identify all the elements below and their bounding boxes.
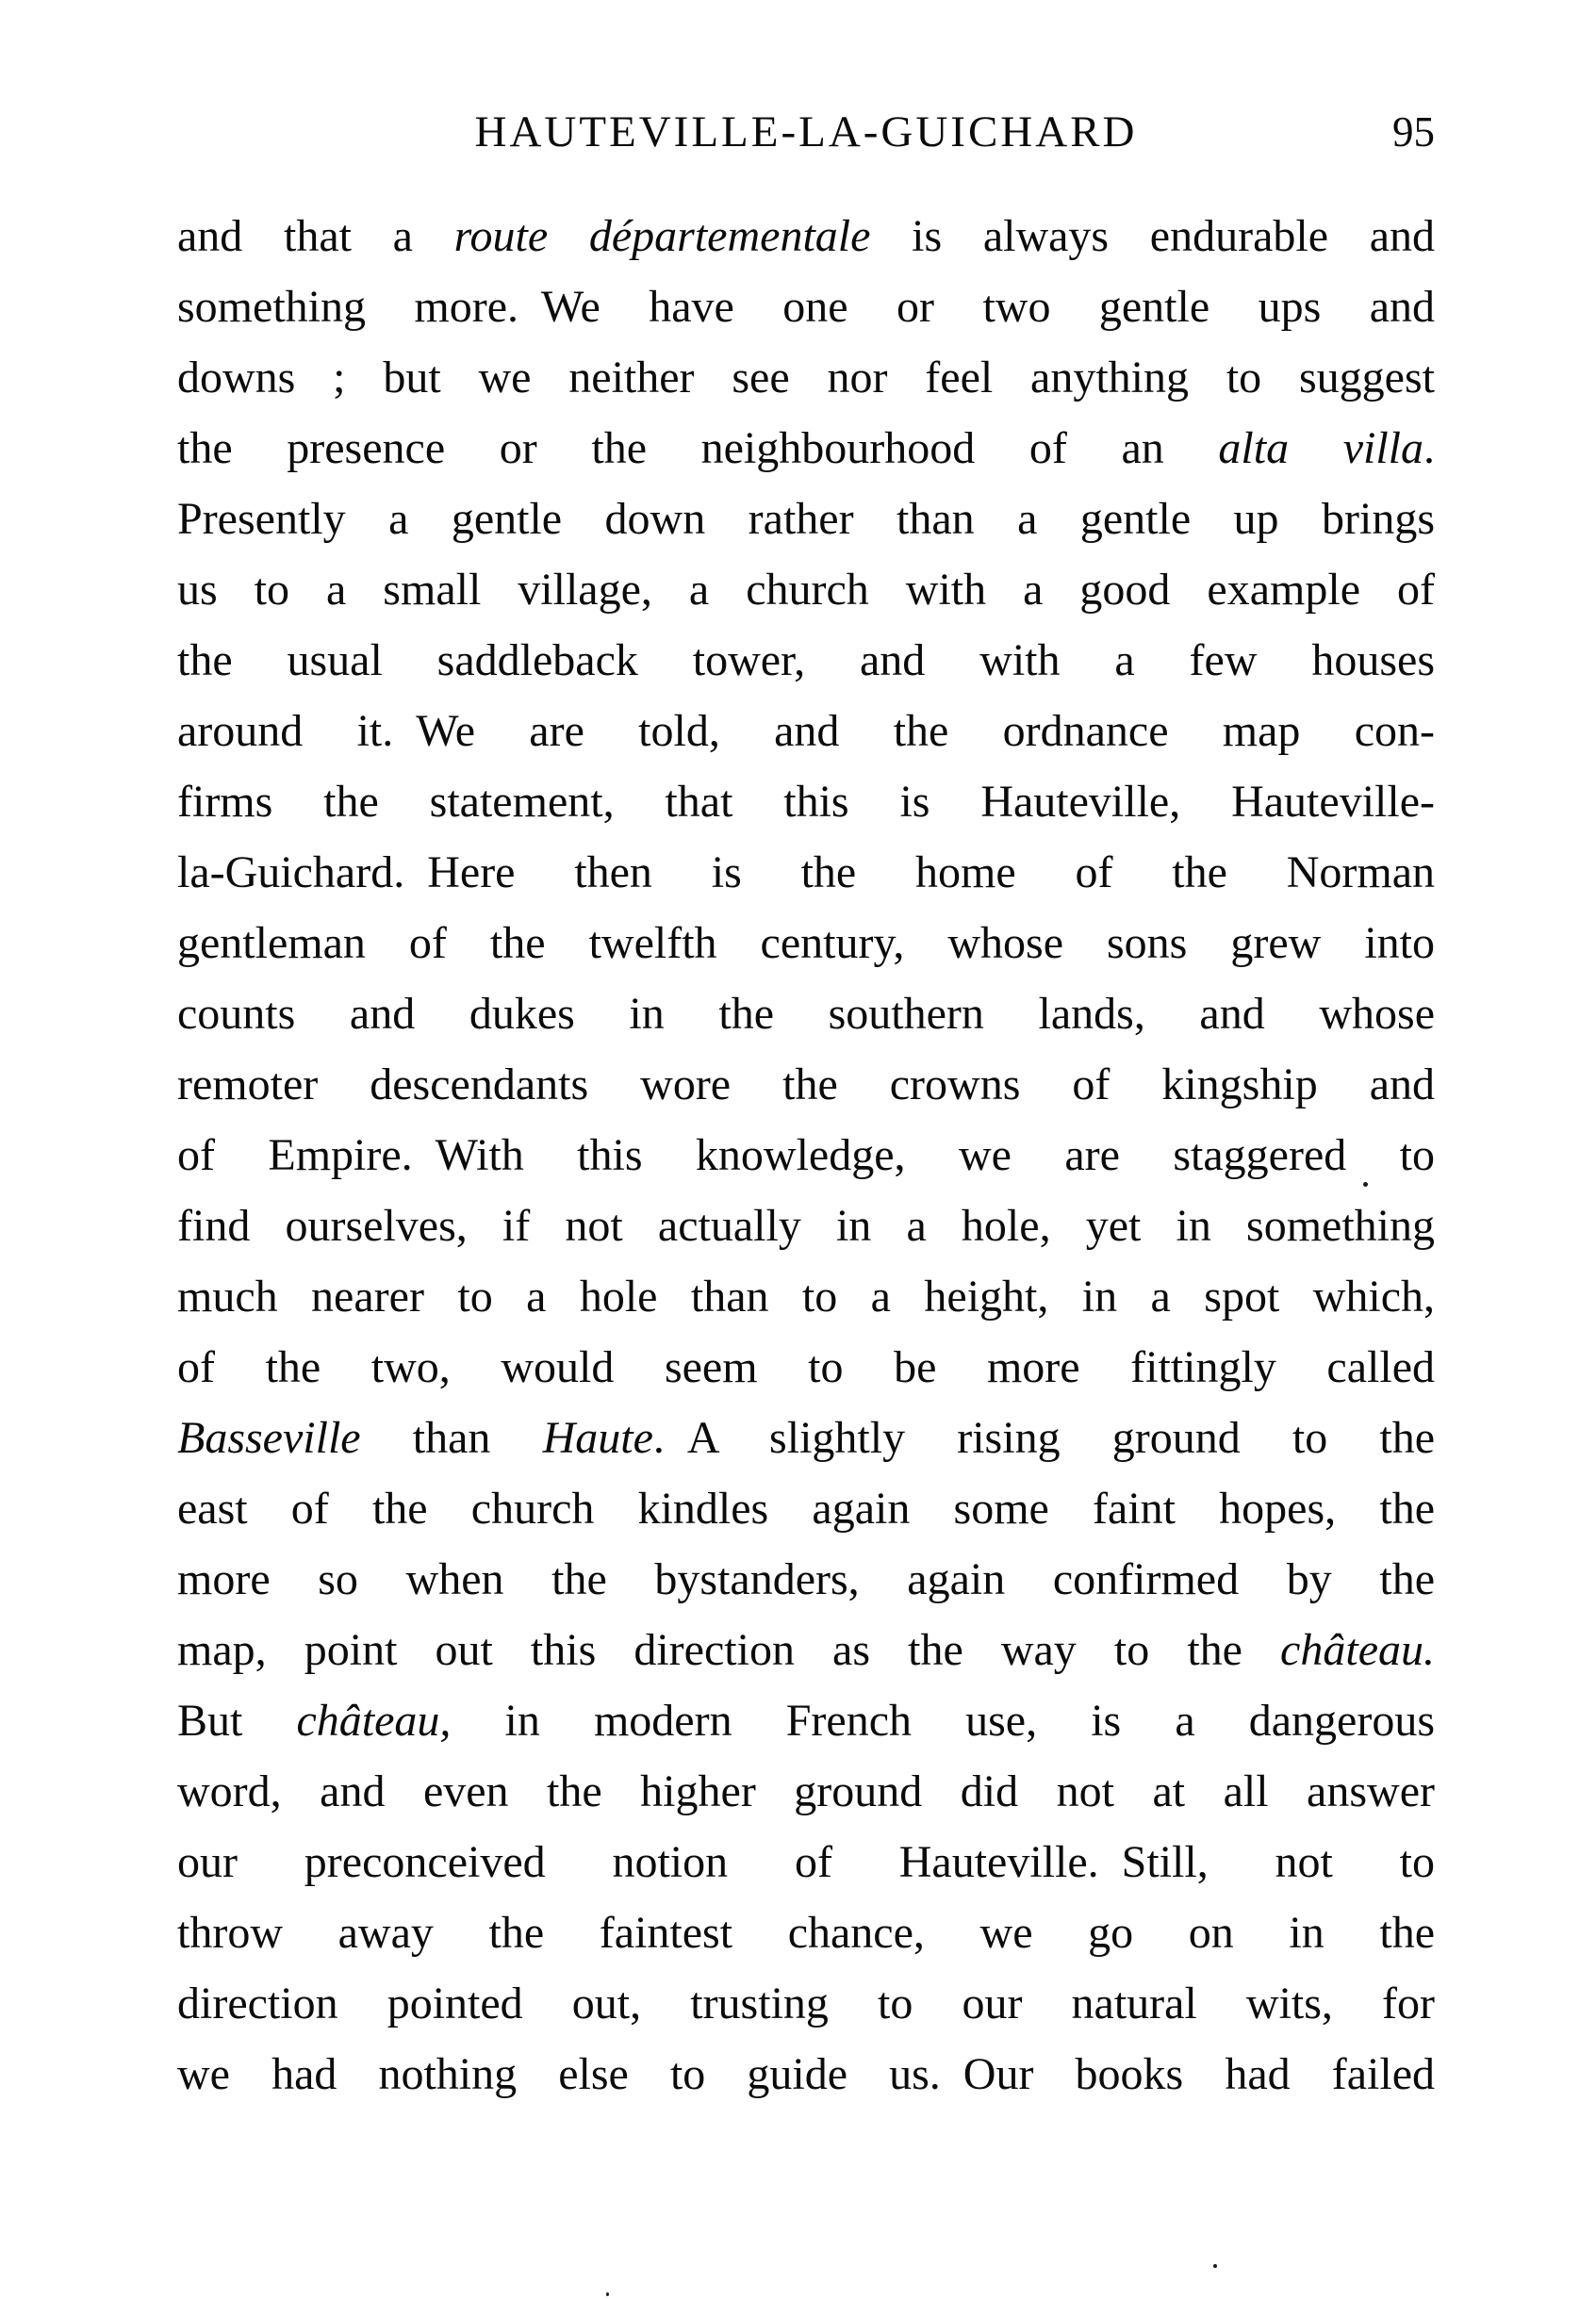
text-segment: map, point out this direction as the way to the [177, 1625, 1281, 1675]
text-line [177, 1897, 1435, 1968]
text-segment: direction pointed out, trusting to our natural wits, for [177, 1979, 1435, 2028]
text-line [177, 978, 1435, 1049]
text-segment: gentleman of the twelfth century, whose sons grew into [177, 918, 1435, 968]
text-line [177, 1756, 1435, 1827]
text-line [177, 1120, 1435, 1191]
text-line [177, 1261, 1435, 1332]
text-segment: is always endurable and [870, 211, 1436, 261]
text-line [177, 1049, 1435, 1120]
running-title: HAUTEVILLE-LA-GUICHARD [474, 107, 1138, 156]
text-segment: word, and even the higher ground did not at all answer [177, 1766, 1435, 1816]
text-segment: something more. We have one or two gentle ups and [177, 282, 1435, 332]
text-segment: and that a [177, 211, 454, 261]
page-number: 95 [1392, 108, 1435, 156]
text-segment: the usual saddleback tower, and with a few houses [177, 635, 1435, 685]
italic-text-segment: route départementale [453, 211, 871, 261]
text-segment: the presence or the neighbourhood of an [177, 423, 1219, 473]
text-line [177, 413, 1435, 484]
text-segment: la-Guichard. Here then is the home of the Norman [177, 847, 1435, 897]
scan-speck [1363, 1182, 1368, 1187]
text-segment: we had nothing else to guide us. Our books had failed [177, 2049, 1435, 2099]
text-line [177, 908, 1435, 978]
text-segment: our preconceived notion of Hauteville. Still, not to [177, 1837, 1435, 1887]
body-text [177, 201, 1435, 2110]
text-line [177, 766, 1435, 837]
text-segment: much nearer to a hole than to a height, in a spot which, [177, 1272, 1435, 1322]
italic-text-segment: Basseville [177, 1413, 361, 1463]
text-segment: than [360, 1413, 543, 1463]
scan-speck [606, 2292, 609, 2296]
italic-text-segment: château. [1280, 1625, 1435, 1675]
text-line [177, 201, 1435, 271]
text-segment: counts and dukes in the southern lands, and whose [177, 989, 1435, 1039]
text-line [177, 271, 1435, 342]
text-line [177, 484, 1435, 554]
text-segment: more so when the bystanders, again confirmed by the [177, 1554, 1435, 1604]
text-segment: around it. We are told, and the ordnance map con- [177, 706, 1435, 756]
text-segment: downs ; but we neither see nor feel anything to suggest [177, 353, 1435, 402]
text-segment: Presently a gentle down rather than a gentle up brings [177, 494, 1435, 544]
text-segment: . A slightly rising ground to the [652, 1413, 1435, 1463]
text-line [177, 625, 1435, 696]
text-segment: remoter descendants wore the crowns of kingship and [177, 1059, 1435, 1109]
text-segment: firms the statement, that this is Hauteville, Hauteville- [177, 777, 1435, 827]
text-line [177, 1827, 1435, 1897]
text-line [177, 1615, 1435, 1685]
text-line [177, 837, 1435, 908]
text-line [177, 1968, 1435, 2039]
scan-speck [1213, 2264, 1217, 2268]
text-segment: of the two, would seem to be more fittingly called [177, 1342, 1435, 1392]
italic-text-segment: château, [296, 1696, 452, 1746]
text-line [177, 696, 1435, 766]
text-segment: of Empire. With this knowledge, we are staggered to [177, 1130, 1435, 1180]
text-line [177, 1685, 1435, 1756]
text-line [177, 1473, 1435, 1544]
text-segment: find ourselves, if not actually in a hole, yet in something [177, 1201, 1435, 1251]
page-header [177, 106, 1435, 164]
text-line [177, 1332, 1435, 1403]
text-segment: . [1423, 423, 1436, 473]
italic-text-segment: alta villa [1218, 423, 1424, 473]
text-segment: east of the church kindles again some faint hopes, the [177, 1484, 1435, 1534]
text-line [177, 1403, 1435, 1473]
text-segment: in modern French use, is a dangerous [451, 1696, 1436, 1746]
italic-text-segment: Haute [542, 1413, 653, 1463]
text-segment: us to a small village, a church with a good example of [177, 565, 1435, 615]
text-line [177, 1544, 1435, 1615]
text-line [177, 2039, 1435, 2110]
text-line [177, 342, 1435, 413]
text-line [177, 554, 1435, 625]
text-line [177, 1191, 1435, 1261]
text-segment: But [177, 1696, 297, 1746]
text-segment: throw away the faintest chance, we go on in the [177, 1908, 1435, 1958]
